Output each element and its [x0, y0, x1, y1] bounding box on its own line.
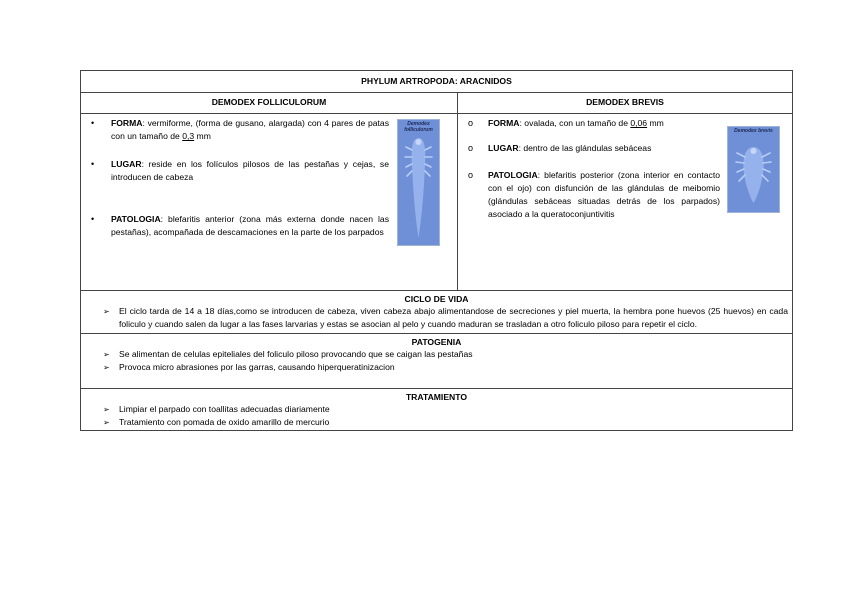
- list-item: ➢ El ciclo tarda de 14 a 18 días,como se introducen de cabeza, viven cabeza abajo alimentandose de secreciones y piel muerta, la hembra pone huevos (25 huevos) en cada foliculo y cuando salen da lugar a las fases larvarias y estas se asocian al pelo y cuando maduran se trasladan a otro foliculo piloso para repetir el ciclo.: [103, 306, 788, 329]
- demodex-brevis-image: [727, 126, 780, 213]
- image-caption: Demodex brevis: [734, 128, 773, 134]
- document-page: [80, 70, 792, 431]
- ciclo-list: [81, 305, 792, 331]
- list-item: ➢ Provoca micro abrasiones por las garras, causando hiperqueratinizacion: [103, 362, 395, 372]
- arrow-bullet-icon: ➢: [103, 363, 110, 372]
- brevis-list: [458, 117, 720, 130]
- ciclo-header: CICLO DE VIDA: [404, 294, 469, 304]
- brevis-lugar: o LUGAR: dentro de las glándulas sebáceas: [468, 143, 652, 153]
- brevis-header: DEMODEX BREVIS: [458, 93, 793, 114]
- arrow-bullet-icon: ➢: [103, 418, 110, 427]
- patogenia-list: [81, 348, 792, 374]
- arrow-bullet-icon: ➢: [103, 307, 110, 316]
- list-item: ➢ Se alimentan de celulas epiteliales del foliculo piloso provocando que se caigan las pestañas: [103, 349, 473, 359]
- image-caption: Demodex folliculorum: [404, 121, 433, 133]
- demodex-folliculorum-image: [397, 119, 440, 246]
- brevis-forma: o FORMA: ovalada, con un tamaño de 0,06 mm: [468, 118, 664, 128]
- bullet-icon: •: [91, 214, 95, 224]
- bullet-icon: •: [91, 118, 95, 128]
- arrow-bullet-icon: ➢: [103, 350, 110, 359]
- brevis-list-3: [458, 169, 720, 221]
- content-table: [80, 70, 793, 431]
- tratamiento-header: TRATAMIENTO: [405, 392, 468, 402]
- list-item: ➢ Limpiar el parpado con toallitas adecuadas diariamente: [103, 404, 330, 414]
- circle-bullet-icon: o: [468, 170, 474, 180]
- brevis-list-2: [458, 142, 720, 155]
- mite-elongated-icon: [398, 120, 439, 245]
- folliculorum-header: DEMODEX FOLLICULORUM: [81, 93, 458, 114]
- folliculorum-lugar: • LUGAR: reside en los folículos pilosos de las pestañas y cejas, se introducen de cabeza: [91, 159, 389, 182]
- mite-oval-icon: [728, 127, 779, 212]
- folliculorum-list: [81, 117, 389, 143]
- bullet-icon: •: [91, 159, 95, 169]
- folliculorum-patologia: • PATOLOGIA: blefaritis anterior (zona más externa donde nacen las pestañas), acompañada de descamaciones en la parte de los parpados: [91, 214, 389, 237]
- folliculorum-list-2: [81, 158, 389, 184]
- patogenia-section: [81, 334, 793, 389]
- folliculorum-forma: • FORMA: vermiforme, (forma de gusano, alargada) con 4 pares de patas con un tamaño de 0,3 mm: [91, 118, 389, 141]
- ciclo-section: [81, 291, 793, 334]
- folliculorum-cell: [81, 114, 458, 291]
- list-item: ➢ Tratamiento con pomada de oxido amarillo de mercurio: [103, 417, 330, 427]
- circle-bullet-icon: o: [468, 143, 474, 153]
- arrow-bullet-icon: ➢: [103, 405, 110, 414]
- brevis-cell: [458, 114, 793, 291]
- tratamiento-section: [81, 389, 793, 431]
- brevis-patologia: o PATOLOGIA: blefaritis posterior (zona interior en contacto con el ojo) con disfunción de las glándulas de meibomio (glándulas sebáceas situadas detrás de los parpados) asociado a la queratoconjuntivitis: [468, 170, 720, 219]
- circle-bullet-icon: o: [468, 118, 474, 128]
- tratamiento-list: [81, 403, 792, 429]
- folliculorum-list-3: [81, 213, 389, 239]
- table-title: PHYLUM ARTROPODA: ARACNIDOS: [81, 71, 793, 93]
- patogenia-header: PATOGENIA: [411, 337, 462, 347]
